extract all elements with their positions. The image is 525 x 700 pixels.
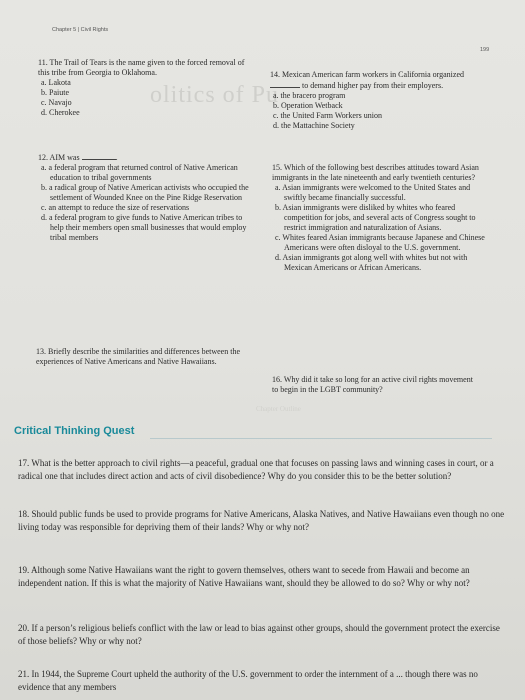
critical-question-18: 18. Should public funds be used to provide programs for Native Americans, Alaska Natives, and Native Hawaiians even though no one living today was responsible for depriving them of their lands? Why or why not? [18, 509, 505, 532]
answer-option: b. Paiute [41, 88, 69, 97]
answer-option: b. Asian immigrants were disliked by whites who feared competition for jobs, and several acts of Congress sought to restrict immigration and naturalization of Asians. [275, 203, 476, 232]
answer-option: b. Operation Wetback [273, 101, 343, 110]
question-15 [272, 163, 487, 273]
question-stem: 15. Which of the following best describes attitudes toward Asian immigrants in the late nineteenth and early twentieth centuries? [272, 163, 479, 182]
question-stem: 16. Why did it take so long for an active civil rights movement to begin in the LGBT community? [272, 375, 473, 394]
answer-blank [270, 80, 300, 88]
stem-text: 12. AIM was [38, 153, 80, 162]
question-16 [272, 375, 477, 395]
section-title: Critical Thinking Quest [14, 425, 135, 437]
critical-question-17: 17. What is the better approach to civil rights—a peaceful, gradual one that focuses on passing laws and winning cases in court, or a radical one that includes direct action and acts of civil disobedience? Why do you consider this to be the better solution? [18, 458, 494, 481]
answer-option: a. Asian immigrants were welcomed to the United States and swiftly became financially successful. [275, 183, 471, 202]
question-stem [270, 70, 482, 91]
question-stem: 13. Briefly describe the similarities and differences between the experiences of Native Americans and Native Hawaiians. [36, 347, 240, 366]
answer-option: c. Navajo [41, 98, 72, 107]
faint-subheading: Chapter Outline [256, 405, 301, 413]
page-number: 199 [480, 47, 490, 53]
answer-blank [82, 152, 116, 160]
question-14 [270, 70, 482, 131]
answer-option: a. Lakota [41, 78, 71, 87]
critical-question-19: 19. Although some Native Hawaiians want the right to govern themselves, others want to secede from Hawaii and become an independent nation. If this is what the majority of Native Hawaiians want, should they be allowed to do so? Why or why not? [18, 565, 470, 588]
answer-option: c. an attempt to reduce the size of reservations [41, 203, 190, 212]
answer-option: a. the bracero program [273, 91, 346, 100]
answer-option: d. the Mattachine Society [273, 121, 355, 130]
critical-question-20: 20. If a person’s religious beliefs conflict with the law or lead to bias against other groups, should the government protect the exercise of those beliefs? Why or why not? [18, 623, 500, 646]
answer-option: d. Asian immigrants got along well with whites but not with Mexican Americans or African Americans. [275, 253, 468, 272]
watermark-text: olitics of Pu [150, 82, 280, 108]
question-13 [36, 347, 241, 367]
running-head: Chapter 5 | Civil Rights [52, 27, 109, 33]
answer-option: b. a radical group of Native American activists who occupied the settlement of Wounded Knee on the Pine Ridge Reservation [41, 183, 249, 202]
question-stem: 11. The Trail of Tears is the name given to the forced removal of this tribe from Georgia to Oklahoma. [38, 58, 245, 77]
answer-option: a. a federal program that returned control of Native American education to tribal governments [41, 163, 238, 182]
answer-option: c. the United Farm Workers union [273, 111, 382, 120]
question-12 [38, 152, 250, 243]
answer-option: c. Whites feared Asian immigrants because Japanese and Chinese Americans were often disloyal to the U.S. government. [275, 233, 485, 252]
answer-option: d. Cherokee [41, 108, 80, 117]
stem-text: . [115, 153, 118, 162]
stem-text: to demand higher pay from their employers. [302, 81, 444, 90]
question-stem [38, 152, 250, 163]
critical-question-21: 21. In 1944, the Supreme Court upheld the authority of the U.S. government to order the internment of a ... though there was no evidence that any members [18, 669, 478, 692]
answer-option: d. a federal program to give funds to Native American tribes to help their members open small businesses that would employ tribal members [41, 213, 247, 242]
question-11 [38, 58, 246, 118]
stem-text: 14. Mexican American farm workers in California organized [270, 70, 465, 79]
section-divider [150, 438, 492, 439]
